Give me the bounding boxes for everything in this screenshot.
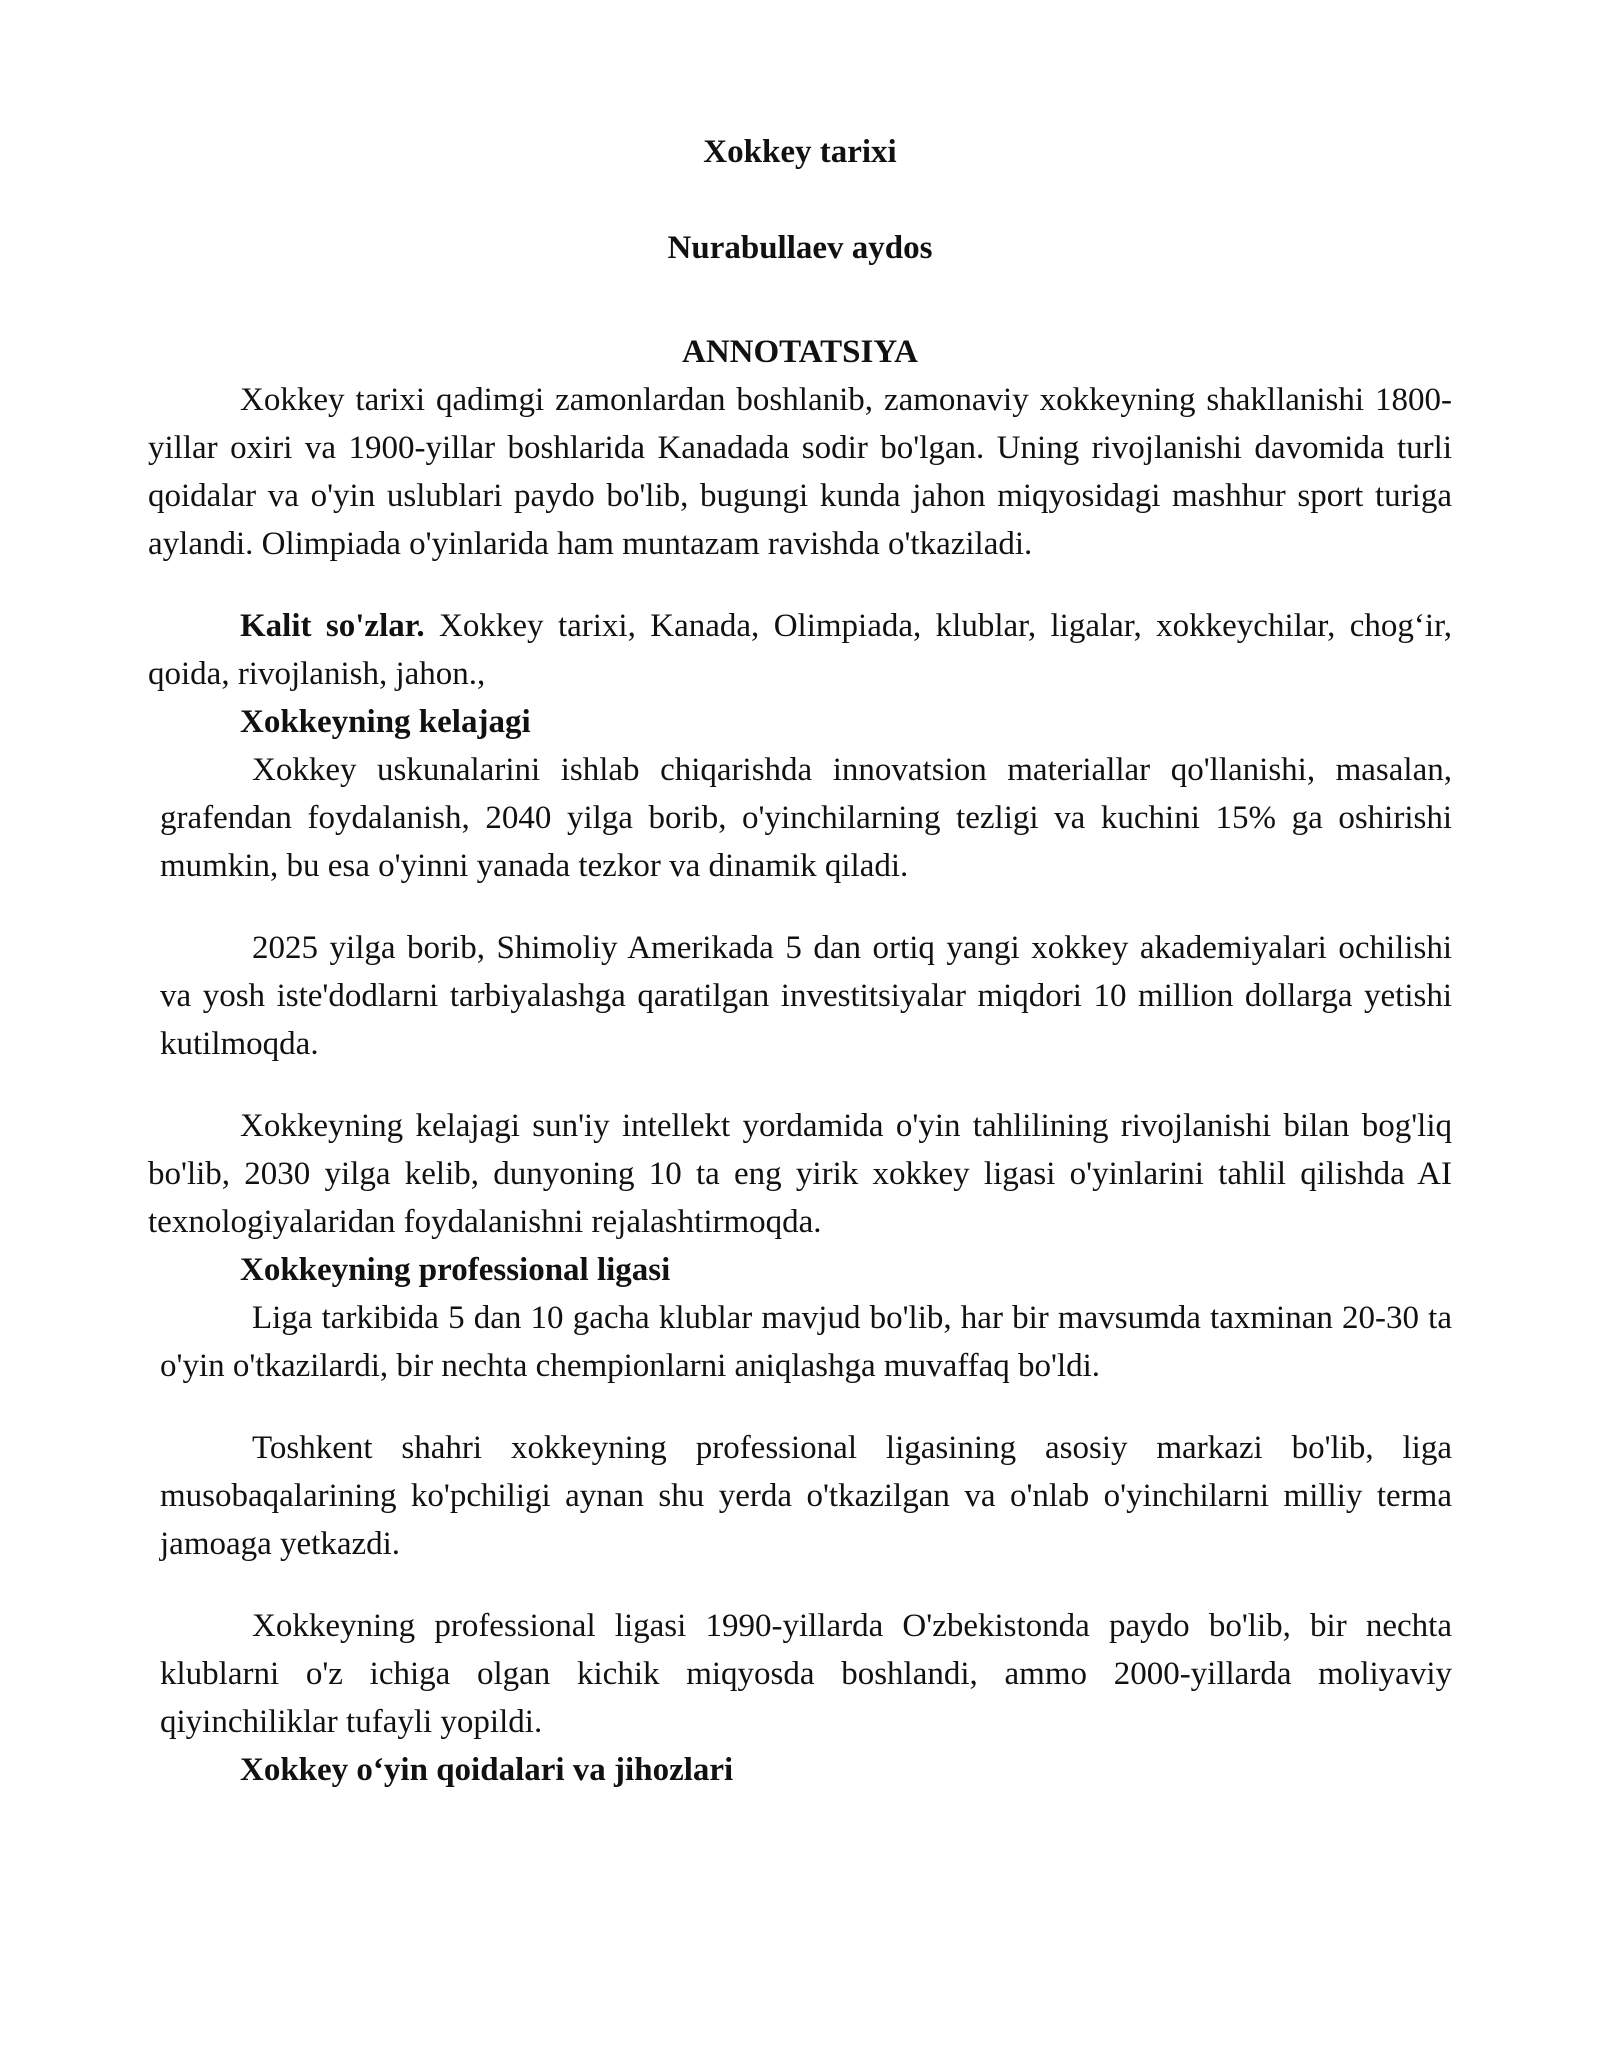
section-paragraph: 2025 yilga borib, Shimoliy Amerikada 5 dan ortiq yangi xokkey akademiyalari ochilishi va yosh iste'dodlarni tarbiyalashga qaratilgan investitsiyalar miqdori 10 million dollarga yetishi kutilmoqda. [160, 930, 1452, 1062]
abstract-paragraph: Xokkey tarixi qadimgi zamonlardan boshlanib, zamonaviy xokkeyning shakllanishi 1800-yillar oxiri va 1900-yillar boshlarida Kanadada sodir bo'lgan. Uning rivojlanishi davomida turli qoidalar va o'yin uslublari paydo bo'lib, bugungi kunda jahon miqyosidagi mashhur sport turiga aylandi. Olimpiada o'yinlarida ham muntazam ravishda o'tkaziladi. [148, 382, 1452, 562]
section-paragraph: Xokkey uskunalarini ishlab chiqarishda innovatsion materiallar qo'llanishi, masalan, grafendan foydalanish, 2040 yilga borib, o'yinchilarning tezligi va kuchini 15% ga oshirishi mumkin, bu esa o'yinni yanada tezkor va dinamik qiladi. [160, 752, 1452, 884]
document-page [148, 128, 1452, 1794]
keywords-label: Kalit so'zlar. [240, 608, 425, 644]
keywords-paragraph [148, 602, 1452, 698]
section-heading-rules-equipment: Xokkey o‘yin qoidalari va jihozlari [240, 1752, 734, 1788]
document-title: Xokkey tarixi [703, 134, 897, 170]
section-paragraph: Xokkeyning professional ligasi 1990-yillarda O'zbekistonda paydo bo'lib, bir nechta klublarni o'z ichiga olgan kichik miqyosda boshlandi, ammo 2000-yillarda moliyaviy qiyinchiliklar tufayli yopildi. [160, 1608, 1452, 1740]
author-name: Nurabullaev aydos [667, 230, 933, 266]
section-heading-future: Xokkeyning kelajagi [240, 704, 531, 740]
section-paragraph: Toshkent shahri xokkeyning professional ligasining asosiy markazi bo'lib, liga musobaqalarining ko'pchiligi aynan shu yerda o'tkazilgan va o'nlab o'yinchilarni milliy terma jamoaga yetkazdi. [160, 1430, 1452, 1562]
keywords-list: Xokkey tarixi, Kanada, Olimpiada, klublar, ligalar, xokkeychilar, chog‘ir, qoida, rivojlanish, jahon., [148, 608, 1452, 692]
abstract-heading: ANNOTATSIYA [682, 334, 918, 370]
section-paragraph: Liga tarkibida 5 dan 10 gacha klublar mavjud bo'lib, har bir mavsumda taxminan 20-30 ta o'yin o'tkazilardi, bir nechta chempionlarni aniqlashga muvaffaq bo'ldi. [160, 1300, 1452, 1384]
section-heading-professional-league: Xokkeyning professional ligasi [240, 1252, 671, 1288]
section-paragraph: Xokkeyning kelajagi sun'iy intellekt yordamida o'yin tahlilining rivojlanishi bilan bog'liq bo'lib, 2030 yilga kelib, dunyoning 10 ta eng yirik xokkey ligasi o'yinlarini tahlil qilishda AI texnologiyalaridan foydalanishni rejalashtirmoqda. [148, 1108, 1452, 1240]
